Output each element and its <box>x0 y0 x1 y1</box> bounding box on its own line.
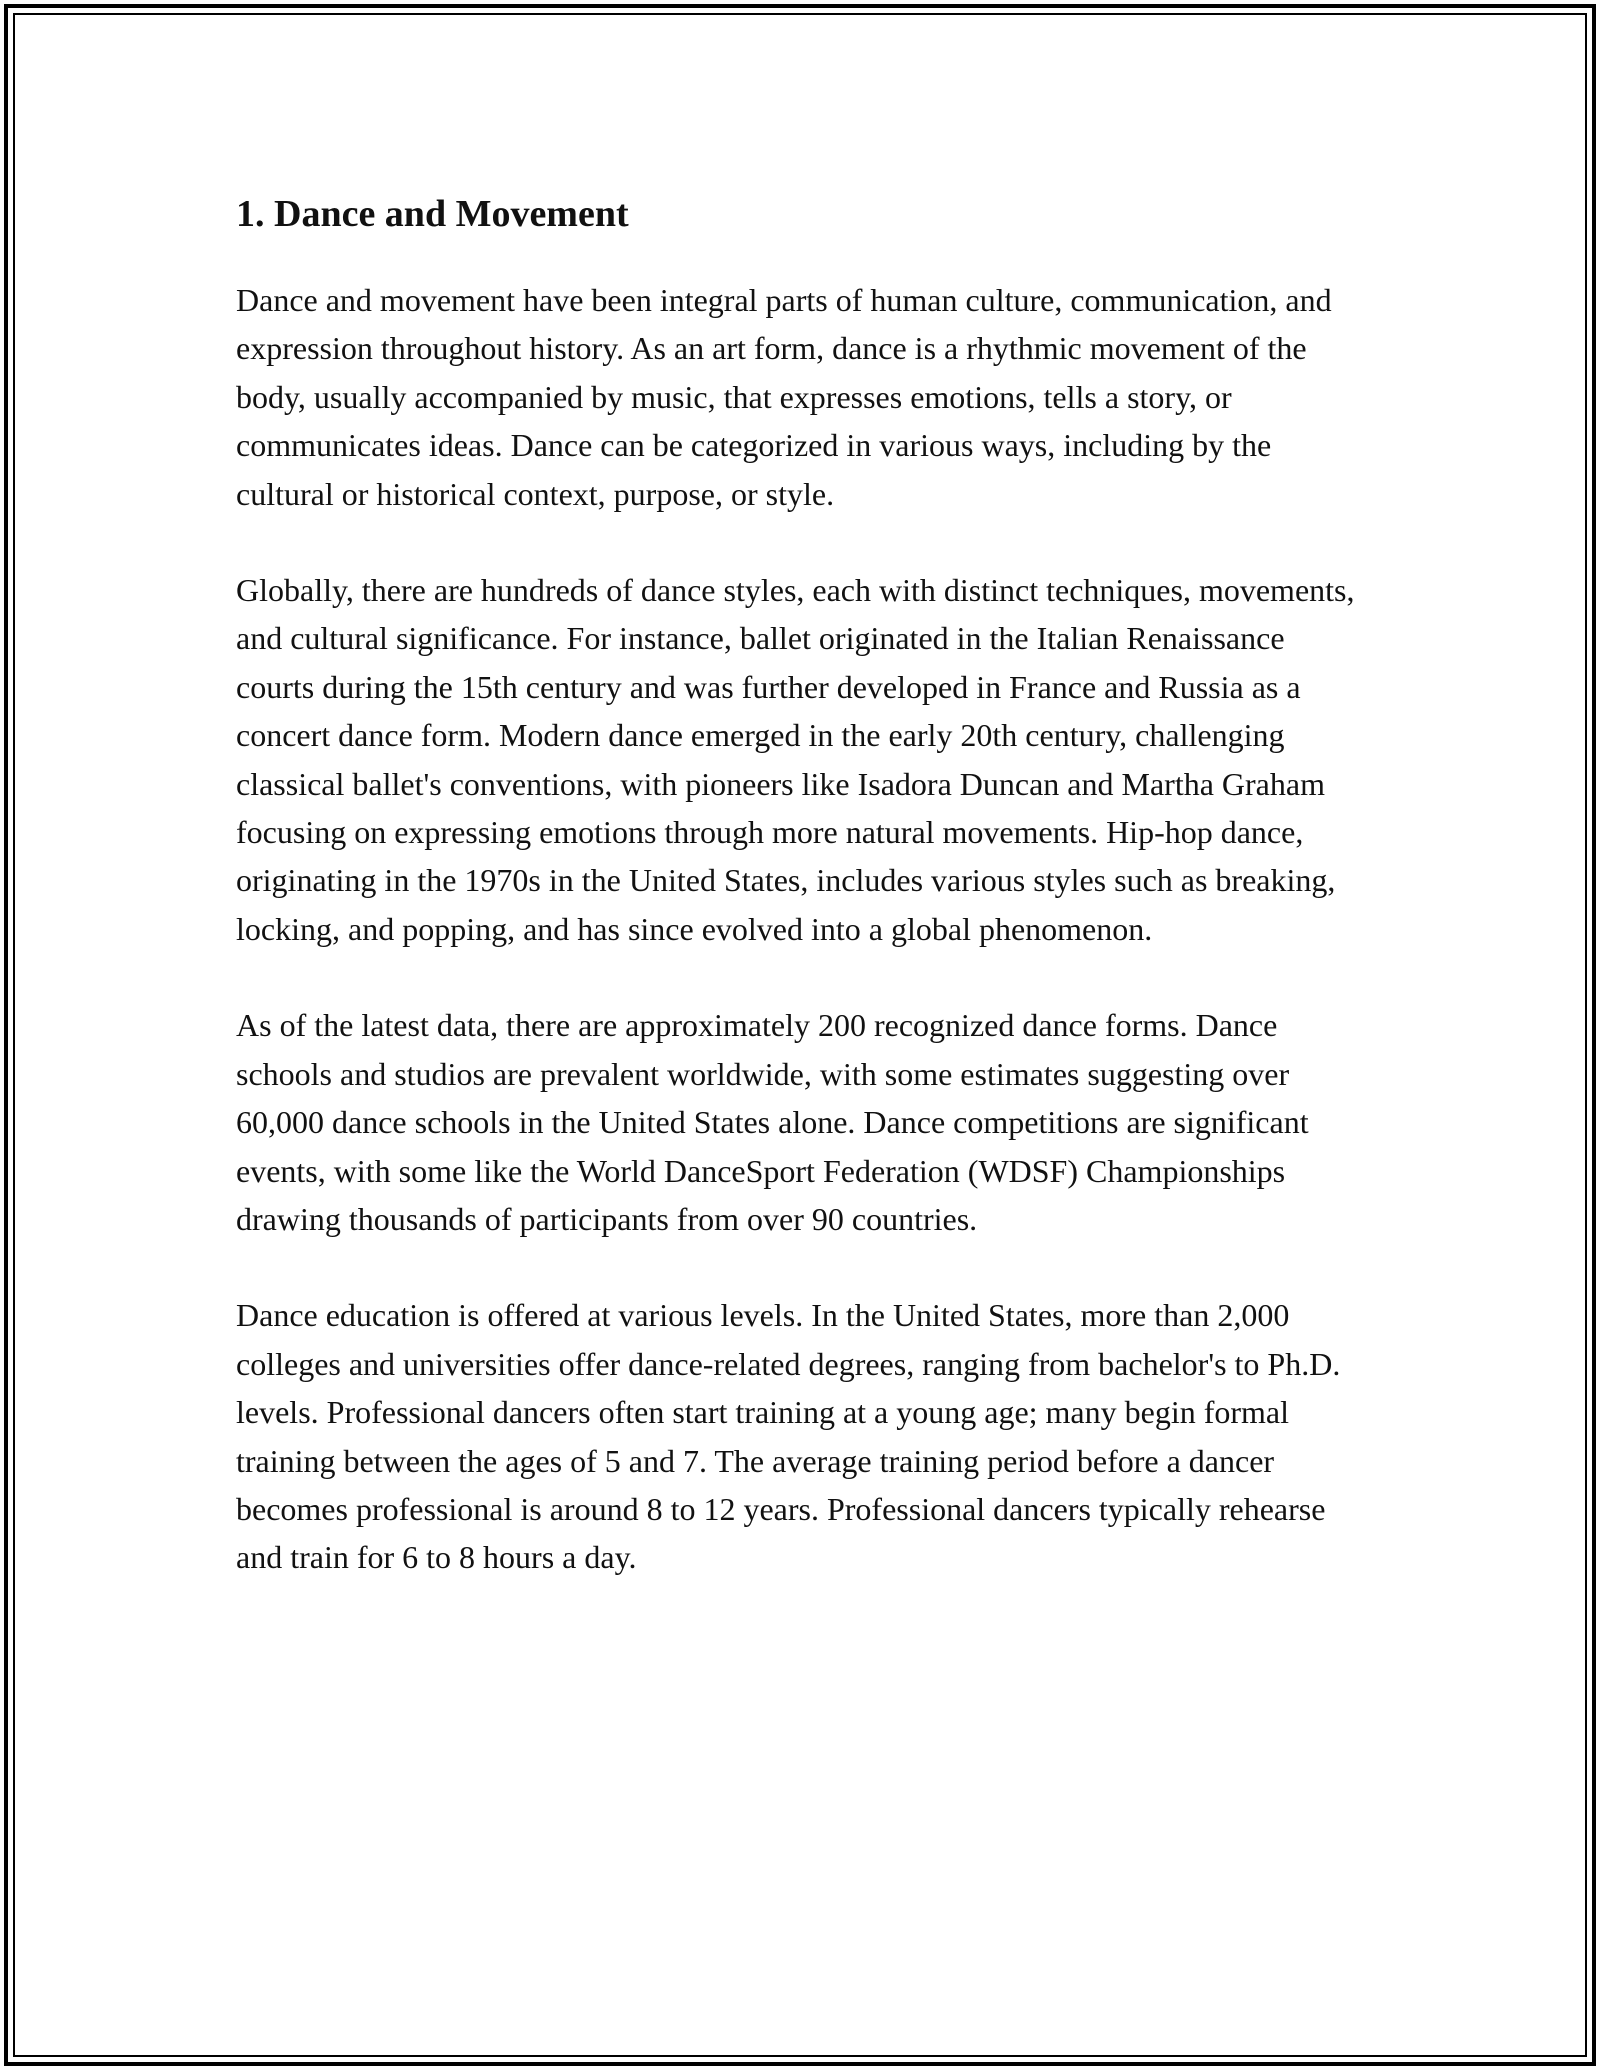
paragraph-intro: Dance and movement have been integral parts of human culture, communication, and expression throughout history. As an art form, dance is a rhythmic movement of the body, usually accompanied by music, that expresses emotions, tells a story, or communicates ideas. Dance can be categorized in various ways, including by the cultural or historical context, purpose, or style. <box>236 282 1332 512</box>
paragraph-dance-statistics: As of the latest data, there are approximately 200 recognized dance forms. Dance schools and studios are prevalent worldwide, with some estimates suggesting over 60,000 dance schools in the United States alone. Dance competitions are significant events, with some like the World DanceSport Federation (WDSF) Championships drawing thousands of participants from over 90 countries. <box>236 1007 1309 1237</box>
paragraph-dance-education: Dance education is offered at various levels. In the United States, more than 2,000 colleges and universities offer dance-related degrees, ranging from bachelor's to Ph.D. levels. Professional dancers often start training at a young age; many begin formal training between the ages of 5 and 7. The average training period before a dancer becomes professional is around 8 to 12 years. Professional dancers typically rehearse and train for 6 to 8 hours a day. <box>236 1297 1341 1576</box>
document-body <box>236 190 1366 1630</box>
section-title: 1. Dance and Movement <box>236 193 629 235</box>
paragraph-dance-styles: Globally, there are hundreds of dance styles, each with distinct techniques, movements, and cultural significance. For instance, ballet originated in the Italian Renaissance courts during the 15th century and was further developed in France and Russia as a concert dance form. Modern dance emerged in the early 20th century, challenging classical ballet's conventions, with pioneers like Isadora Duncan and Martha Graham focusing on expressing emotions through more natural movements. Hip-hop dance, originating in the 1970s in the United States, includes various styles such as breaking, locking, and popping, and has since evolved into a global phenomenon. <box>236 572 1355 947</box>
